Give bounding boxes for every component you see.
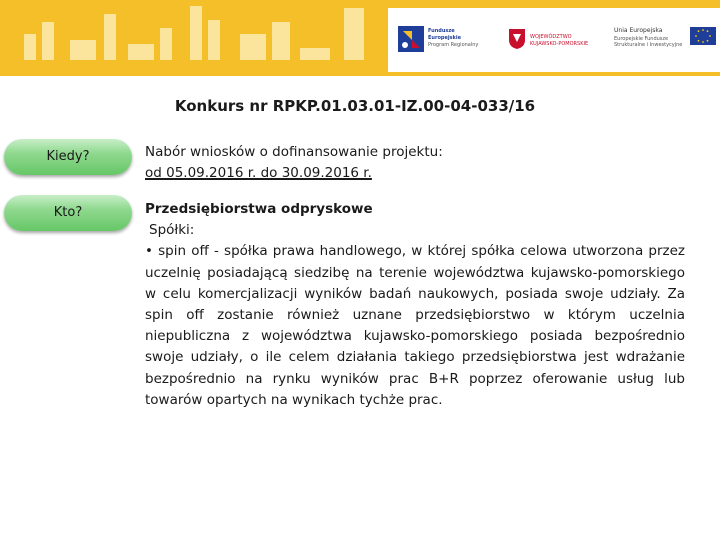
ue-logo-line1: Unia Europejska bbox=[614, 27, 663, 34]
who-heading: Przedsiębiorstwa odpryskowe bbox=[145, 201, 373, 217]
kp-logo-line2: KUJAWSKO-POMORSKIE bbox=[530, 41, 589, 47]
fe-logo-line2: Europejskie bbox=[428, 35, 461, 41]
who-section bbox=[145, 199, 685, 411]
page-title: Konkurs nr RPKP.01.03.01-IZ.00-04-033/16 bbox=[174, 97, 536, 115]
eu-flag-icon bbox=[690, 27, 716, 45]
header-banner bbox=[0, 0, 720, 76]
logo-strip bbox=[388, 8, 720, 72]
fe-logo-line1: Fundusze bbox=[428, 28, 455, 34]
label-kto: Kto? bbox=[4, 195, 132, 231]
who-subheading: Spółki: bbox=[149, 222, 195, 239]
kujawsko-pomorskie-logo bbox=[508, 22, 628, 62]
unia-europejska-logo bbox=[614, 22, 720, 62]
fe-logo-line3: Program Regionalny bbox=[428, 42, 479, 48]
decorative-blocks bbox=[0, 0, 390, 76]
fundusze-europejskie-logo bbox=[398, 22, 518, 62]
ue-logo-line3: Strukturalne i Inwestycyjne bbox=[614, 42, 683, 48]
when-date-range: od 05.09.2016 r. do 30.09.2016 r. bbox=[145, 165, 372, 182]
kp-logo-line1: WOJEWÓDZTWO bbox=[530, 34, 572, 40]
when-line1: Nabór wniosków o dofinansowanie projektu: bbox=[145, 144, 443, 160]
ue-logo-line2: Europejskie Fundusze bbox=[614, 36, 669, 42]
label-kiedy: Kiedy? bbox=[4, 139, 132, 175]
who-body: • spin off - spółka prawa handlowego, w której spółka celowa utworzona przez uczelnię posiadającą siedzibę na terenie województwa kujawsko-pomorskiego w celu komercjalizacji wyników badań naukowych, posiada swoje udziały. Za spin off zostanie również uznane przedsiębiorstwo w którym uczelnia niepubliczna z województwa kujawsko-pomorskiego posiada bezpośrednio swoje udziały, o ile celem działania takiego przedsiębiorstwa jest wdrażanie bezpośrednio na rynku wyników prac B+R poprzez oferowanie usług lub towarów opartych na wynikach tychże prac. bbox=[145, 243, 685, 408]
fe-star-icon bbox=[398, 26, 424, 52]
kp-coat-of-arms-icon bbox=[508, 28, 526, 50]
when-section bbox=[145, 142, 685, 184]
